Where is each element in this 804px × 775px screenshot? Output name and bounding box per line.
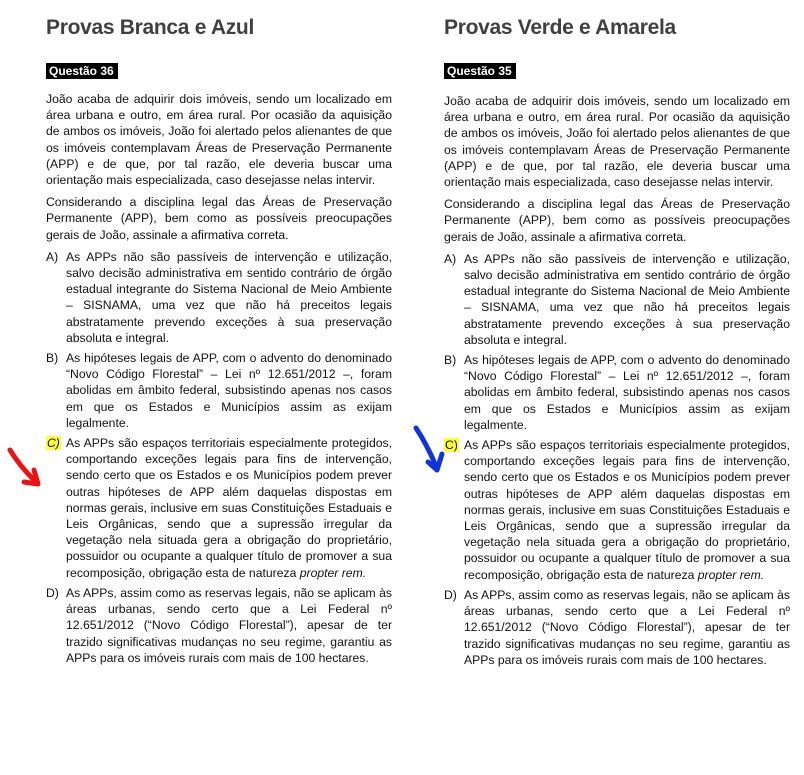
option-letter: D) [46,585,59,600]
option-text-main: As APPs são espaços territoriais especialmente protegidos, comportando exceções legais para fins de intervenção, sendo certo que os Estados e os Municípios podem prever outras hipóteses de APP além daquelas dispostas em normas gerais, inclusive em suas Constituições Estaduais e Leis Orgânicas, sendo que a supressão irregular da vegetação nela situada gera a obrigação do proprietário, possuidor ou ocupante a qualquer título de promover a sua recomposição, obrigação esta de natureza [464,438,790,582]
option-text: As hipóteses legais de APP, com o advento do denominado “Novo Código Florestal” – Lei nº 12.651/2012 –, foram abolidas em âmbito federal, subsistindo apenas nos casos em que os Estados e Municípios assim as exijam legalmente. [66,351,392,430]
highlight-marker: C) [47,436,60,451]
option-text: As APPs, assim como as reservas legais, não se aplicam às áreas urbanas, sendo certo que a Lei Federal nº 12.651/2012 (“Novo Código Florestal”), apesar de ter trazido significativas mudanças no seu regime, garantiu as APPs para os imóveis rurais com mais de 100 hectares. [464,587,790,667]
option-text: As APPs não são passíveis de intervenção e utilização, salvo decisão administrativa em sentido contrário de órgão estadual integrante do Sistema Nacional de Meio Ambiente – SISNAMA, uma vez que não há preceitos legais abstratamente prevendo exceções à sua preservação absoluta e integral. [464,251,790,347]
option-b [46,350,392,431]
option-letter: A) [46,249,59,264]
option-letter: B) [444,353,457,368]
question-label: Questão 35 [444,63,516,79]
option-text [464,437,790,583]
highlight-marker: C) [445,438,458,453]
column-heading: Provas Verde e Amarela [444,16,676,39]
option-c [444,437,790,583]
option-text: As APPs não são passíveis de intervenção e utilização, salvo decisão administrativa em sentido contrário de órgão estadual integrante do Sistema Nacional de Meio Ambiente – SISNAMA, uma vez que não há preceitos legais abstratamente prevendo exceções à sua preservação absoluta e integral. [66,249,392,345]
question-body [444,93,790,672]
option-text-main: As APPs são espaços territoriais especialmente protegidos, comportando exceções legais para fins de intervenção, sendo certo que os Estados e os Municípios podem prever outras hipóteses de APP além daquelas dispostas em normas gerais, inclusive em suas Constituições Estaduais e Leis Orgânicas, sendo que a supressão irregular da vegetação nela situada gera a obrigação do proprietário, possuidor ou ocupante a qualquer título de promover a sua recomposição, obrigação esta de natureza [66,436,392,580]
question-intro: João acaba de adquirir dois imóveis, sendo um localizado em área urbana e outro, em área rural. Por ocasião da aquisição de ambos os imóveis, João foi alertado pelos alienantes de que os imóveis contemplavam Áreas de Preservação Permanente (APP) e de que, por tal razão, ele deveria buscar uma orientação mais especializada, caso desejasse nelas intervir. [46,92,392,188]
option-d [46,585,392,666]
option-letter: B) [46,351,59,366]
column-heading: Provas Branca e Azul [46,16,254,39]
option-text [66,435,392,581]
option-a [444,251,790,348]
question-prompt: Considerando a disciplina legal das Áreas de Preservação Permanente (APP), bem como as possíveis preocupações gerais de João, assinale a afirmativa correta. [444,197,790,244]
option-c [46,435,392,581]
option-a [46,249,392,346]
blue-arrow-stroke [416,428,436,466]
option-text: As APPs, assim como as reservas legais, não se aplicam às áreas urbanas, sendo certo que a Lei Federal nº 12.651/2012 (“Novo Código Florestal”), apesar de ter trazido significativas mudanças no seu regime, garantiu as APPs para os imóveis rurais com mais de 100 hectares. [66,585,392,665]
option-letter-highlighted [46,435,66,581]
red-arrow-icon [4,446,44,490]
option-letter: A) [444,251,457,266]
question-label: Questão 36 [46,63,118,79]
option-text-italic: propter rem. [697,567,765,582]
option-text-italic: propter rem. [299,565,367,580]
option-letter: D) [444,587,457,602]
red-arrow-stroke [10,450,34,480]
question-prompt: Considerando a disciplina legal das Áreas de Preservação Permanente (APP), bem como as possíveis preocupações gerais de João, assinale a afirmativa correta. [46,195,392,242]
option-b [444,352,790,433]
option-text: As hipóteses legais de APP, com o advento do denominado “Novo Código Florestal” – Lei nº 12.651/2012 –, foram abolidas em âmbito federal, subsistindo apenas nos casos em que os Estados e Municípios assim as exijam legalmente. [464,353,790,432]
question-body [46,91,392,670]
blue-arrow-icon [410,424,446,476]
option-letter-highlighted [444,437,464,583]
question-intro: João acaba de adquirir dois imóveis, sendo um localizado em área urbana e outro, em área rural. Por ocasião da aquisição de ambos os imóveis, João foi alertado pelos alienantes de que os imóveis contemplavam Áreas de Preservação Permanente (APP) e de que, por tal razão, ele deveria buscar uma orientação mais especializada, caso desejasse nelas intervir. [444,94,790,190]
option-d [444,587,790,668]
